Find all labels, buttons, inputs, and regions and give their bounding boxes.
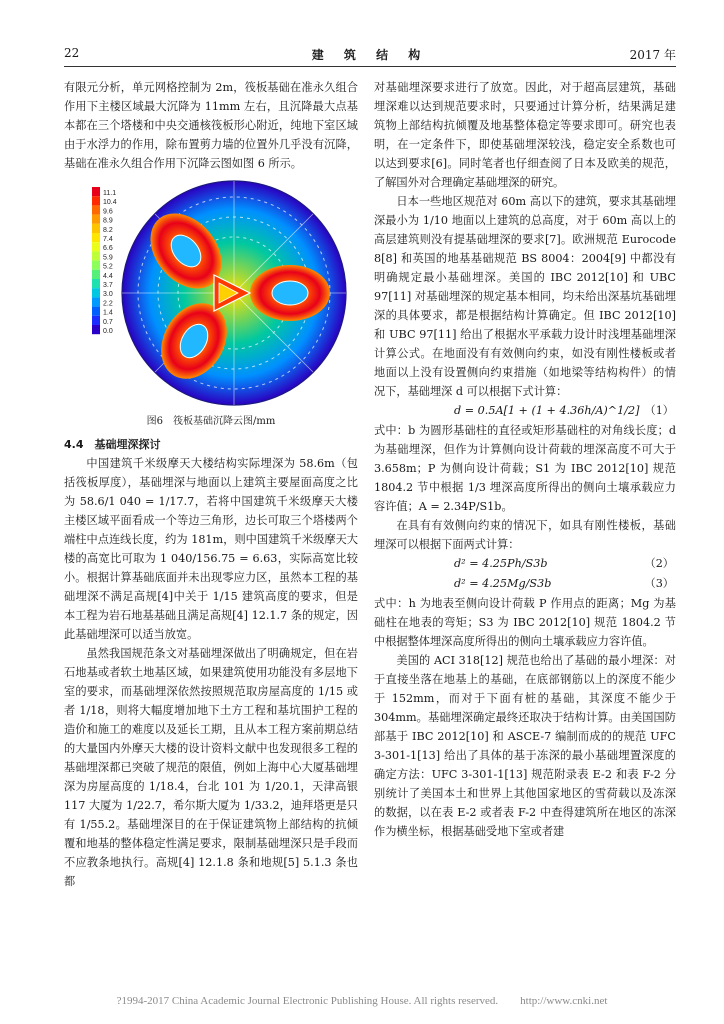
paragraph: 式中：b 为圆形基础柱的直径或矩形基础柱的对角线长度；d 为基础埋深，但作为计算侧向设计荷载的埋深高度不可大于 3.658m；P 为侧向设计荷载；S1 为 IBC 2012[10] 规范 1804.2 节中根据 1/3 埋深高度所得出的侧向土壤承载应力容许值；A = 2.34P/S1b。 <box>374 424 676 513</box>
tower-3-core <box>272 281 308 305</box>
legend-value: 1.4 <box>103 309 113 317</box>
settlement-contour-figure <box>64 175 358 411</box>
legend-value: 0.7 <box>103 318 113 326</box>
contour-plot <box>64 175 358 411</box>
legend-swatch <box>92 187 100 196</box>
legend-swatch <box>92 307 100 316</box>
legend-swatch <box>92 224 100 233</box>
equation-2 <box>374 554 676 574</box>
legend-swatch <box>92 233 100 242</box>
equation-number: （1） <box>644 404 674 417</box>
right-column <box>374 78 676 841</box>
legend-swatch <box>92 242 100 251</box>
journal-title: 建 筑 结 构 <box>311 48 429 62</box>
figure-caption: 图6 筏板基础沉降云图/mm <box>146 416 276 427</box>
legend-value: 9.6 <box>103 208 113 216</box>
legend-value: 10.4 <box>103 199 117 207</box>
equation-body: d = 0.5A[1 + (1 + 4.36h/A)^1/2] <box>454 404 640 417</box>
section-heading: 4.4 基础埋深探讨 <box>64 438 161 451</box>
header-rule <box>64 66 676 67</box>
legend-value: 3.0 <box>103 291 113 299</box>
copyright-footer: ?1994-2017 China Academic Journal Electronic Publishing House. All rights reserved. http://www.cnki.net <box>116 995 608 1007</box>
legend-swatches <box>92 187 100 334</box>
legend-swatch <box>92 205 100 214</box>
legend-swatch <box>92 196 100 205</box>
legend-value: 7.4 <box>103 236 113 243</box>
paragraph: 有限元分析，单元网格控制为 2m，筏板基础在准永久组合作用下主楼区域最大沉降为 11mm 左右，且沉降最大点基本都在三个塔楼和中央交通核筏板形心附近，纯地下室区域由于水浮力的作用，除布置剪力墙的位置外几乎没有沉降，基础在准永久组合作用下沉降云图如图 6 所示。 <box>64 81 358 170</box>
paragraph: 日本一些地区规范对 60m 高以下的建筑，要求其基础埋深最小为 1/10 地面以上建筑的总高度，对于 60m 高以上的高层建筑则没有提基础埋深的要求[7]。欧洲规范 Eurocode 8[8] 和英国的地基基础规范 BS 8004：2004[9] 中都没有明确规定最小基础埋深。美国的 IBC 2012[10] 和 UBC 97[11] 对基础埋深的规定基本相同，均未给出深基坑基础埋深的具体要求，都是根据结构计算确定。但 IBC 2012[10] 和 UBC 97[11] 给出了根据水平承载力设计时浅埋基础埋深计算公式。在地面没有有效侧向约束，如没有刚性楼板或者地面以上没有设置侧向约束措施（如地梁等结构构件）的情况下，基础埋深 d 可以根据下式计算： <box>374 195 676 398</box>
paragraph: 美国的 ACI 318[12] 规范也给出了基础的最小埋深：对于直接坐落在地基上的基础，在底部钢筋以上的深度不能少于 152mm，而对于下面有桩的基础，其深度不能少于 304mm。基础埋深确定最终还取决于结构计算。由美国国防部基于 IBC 2012[10] 和 ASCE-7 编制而成的的规范 UFC 3-301-1[13] 给出了具体的基于冻深的最小基础埋置深度的确定方法：UFC 3-301-1[13] 规范附录表 E-2 和表 F-2 分别统计了美国本土和世界上其他国家地区的雪荷载以及冻深的数据，以在表 E-2 或者表 F-2 中查得建筑所在地区的冻深作为横坐标，根据基础受地下室或者建 <box>374 654 676 838</box>
legend-swatch <box>92 270 100 279</box>
legend-swatch <box>92 215 100 224</box>
equation-3 <box>374 574 676 594</box>
equation-1 <box>374 401 676 421</box>
legend-value: 2.2 <box>103 300 113 308</box>
legend-value: 4.4 <box>103 272 113 280</box>
page-header <box>64 46 676 64</box>
paragraph: 虽然我国规范条文对基础埋深做出了明确规定，但在岩石地基或者软土地基区域，如果建筑使用功能没有多层地下室的要求，而基础埋深依然按照规范取房屋高度的 1/15 或者 1/18，则将大幅度增加地下土方工程和基坑围护工程的造价和施工的难度以及延长工期，且从本工程方案前期总结的大量国内外摩天大楼的设计资料文献中也发现很多工程的基础埋深都已突破了规范的限值，例如上海中心大厦基础埋深为房屋高度的 1/18.4，台北 101 为 1/20.1，天津高银 117 大厦为 1/22.7，希尔斯大厦为 1/33.2，迪拜塔更是只有 1/55.2。基础埋深目的在于保证建筑物上部结构的抗倾覆和地基的整体稳定性满足要求，限制基础埋深只是手段而不应教条地执行。高规[4] 12.1.8 条和地规[5] 5.1.3 条也都 <box>64 647 358 888</box>
paragraph: 在具有有效侧向约束的情况下，如具有刚性楼板，基础埋深可以根据下面两式计算： <box>374 519 676 551</box>
legend-swatch <box>92 325 100 334</box>
equation-body: d² = 4.25Mg/S3b <box>454 577 552 590</box>
legend-value: 8.9 <box>103 217 113 225</box>
publication-year: 2017 年 <box>629 48 676 62</box>
paragraph: 中国建筑千米级摩天大楼结构实际埋深为 58.6m（包括筏板厚度），基础埋深与地面以上建筑主要屋面高度之比为 58.6/1 040 = 1/17.7，若将中国建筑千米级摩天大楼主楼区域平面看成一个等边三角形，边长可取三个塔楼两个端柱中点连线长度，约为 181m，则中国建筑千米级摩天大楼的高宽比可取为 1 040/156.75 = 6.63，实际高宽比较小。根据计算基础底面并未出现零应力区，虽然本工程的基础埋深不满足高规[4]中关于 1/15 建筑高度的要求，但是本工程为岩石地基基础且满足高规[4] 12.1.7 条的规定，因此基础埋深可以适当放宽。 <box>64 457 358 641</box>
legend-value: 11.1 <box>103 190 117 197</box>
legend-swatch <box>92 251 100 260</box>
left-column <box>64 78 358 891</box>
equation-number: （3） <box>644 577 674 590</box>
legend-swatch <box>92 261 100 270</box>
legend-value: 8.2 <box>103 226 113 234</box>
page-number: 22 <box>64 46 80 60</box>
legend-value: 5.9 <box>103 254 113 262</box>
legend-swatch <box>92 279 100 288</box>
equation-body: d² = 4.25Ph/S3b <box>454 557 548 570</box>
paragraph: 式中：h 为地表至侧向设计荷载 P 作用点的距离；Mg 为基础柱在地表的弯矩；S3 为 IBC 2012[10] 规范 1804.2 节中根据整体埋深高度所得出的侧向土壤承载应力容许值。 <box>374 597 676 648</box>
legend-value: 5.2 <box>103 263 113 271</box>
legend-swatch <box>92 316 100 325</box>
legend-value: 6.6 <box>103 245 113 253</box>
legend-swatch <box>92 288 100 297</box>
legend-value: 3.7 <box>103 282 113 289</box>
legend-swatch <box>92 297 100 306</box>
paragraph: 对基础埋深要求进行了放宽。因此，对于超高层建筑，基础埋深难以达到规范要求时，只要通过计算分析，结果满足建筑物上部结构抗倾覆及地基整体稳定等要求即可。研究也表明，在一定条件下，即使基础埋深较浅，稳定安全系数也可以达到要求[6]。同时笔者也仔细查阅了日本及欧美的规范，了解国外对合理确定基础埋深的研究。 <box>374 81 676 189</box>
legend-value: 0.0 <box>103 328 113 335</box>
equation-number: （2） <box>644 557 674 570</box>
